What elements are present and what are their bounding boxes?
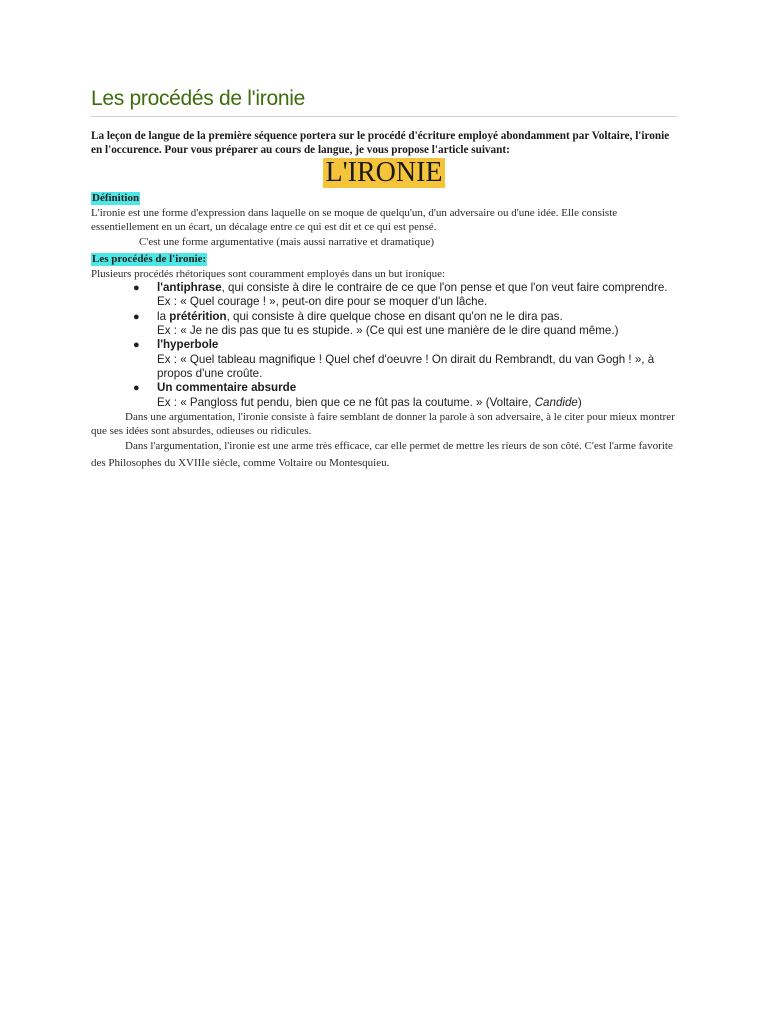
item-term: l'antiphrase (157, 281, 222, 295)
item-rest: , qui consiste à dire le contraire de ce que l'on pense et que l'on veut faire comprendre. (221, 281, 668, 295)
bullet-icon: ● (133, 339, 140, 352)
item-example (157, 396, 677, 410)
definition-text: L'ironie est une forme d'expression dans laquelle on se moque de quelqu'un, d'un adversaire ou d'une idée. Elle consiste essentiellement en un écart, un décalage entre ce qui est dit et ce qui est pensé. (91, 207, 618, 234)
list-item-commentaire-absurde (133, 381, 677, 410)
procedes-lead: Plusieurs procédés rhétoriques sont couramment employés dans un but ironique: (91, 267, 446, 280)
page-title: Les procédés de l'ironie (91, 86, 677, 117)
item-example: Ex : « Je ne dis pas que tu es stupide. » (Ce qui est une manière de le dire quand même.) (157, 324, 619, 338)
bullet-icon: ● (133, 282, 140, 295)
definition-note: C'est une forme argumentative (mais aussi narrative et dramatique) (139, 235, 435, 248)
definition-section (91, 188, 677, 249)
item-example: Ex : « Quel tableau magnifique ! Quel chef d'oeuvre ! On dirait du Rembrandt, du van Gogh ! », à propos d'une croûte. (157, 352, 655, 380)
procedes-section (91, 249, 677, 410)
list-item-hyperbole (133, 338, 677, 381)
procedes-list (91, 281, 677, 410)
list-item-antiphrase (133, 281, 677, 310)
example-text: Ex : « Pangloss fut pendu, bien que ce ne fût pas la coutume. » (Voltaire, (157, 395, 535, 409)
item-prefix: la (157, 309, 170, 323)
bullet-icon: ● (133, 382, 140, 395)
example-work-title: Candide (534, 395, 578, 409)
argumentation-paragraph: Dans une argumentation, l'ironie consiste à faire semblant de donner la parole à son adversaire, à le citer pour mieux montrer que ses idées sont absurdes, odieuses ou ridicules. (91, 410, 675, 438)
item-term: Un commentaire absurde (157, 381, 297, 395)
banner-wrap (91, 158, 677, 188)
bullet-icon: ● (133, 310, 140, 323)
procedes-label: Les procédés de l'ironie: (92, 252, 207, 265)
item-term: l'hyperbole (157, 338, 219, 352)
item-rest: , qui consiste à dire quelque chose en disant qu'on ne le dira pas. (226, 309, 563, 323)
ironie-banner: L'IRONIE (325, 157, 443, 188)
definition-label: Définition (92, 192, 140, 204)
example-end: ) (577, 395, 582, 409)
list-item-preterition (133, 309, 677, 339)
item-term: prétérition (169, 309, 227, 323)
conclusion-paragraph: Dans l'argumentation, l'ironie est une arme très efficace, car elle permet de mettre les rieurs de son côté. C'est l'arme favorite des Philosophes du XVIIIe siècle, comme Voltaire ou Montesquieu. (91, 440, 673, 470)
intro-paragraph: La leçon de langue de la première séquence portera sur le procédé d'écriture employé abondamment par Voltaire, l'ironie en l'occurence. Pour vous préparer au cours de langue, je vous propose l'article suivant: (91, 130, 670, 156)
item-example: Ex : « Quel courage ! », peut-on dire pour se moquer d'un lâche. (157, 295, 488, 309)
document-page (91, 86, 677, 472)
